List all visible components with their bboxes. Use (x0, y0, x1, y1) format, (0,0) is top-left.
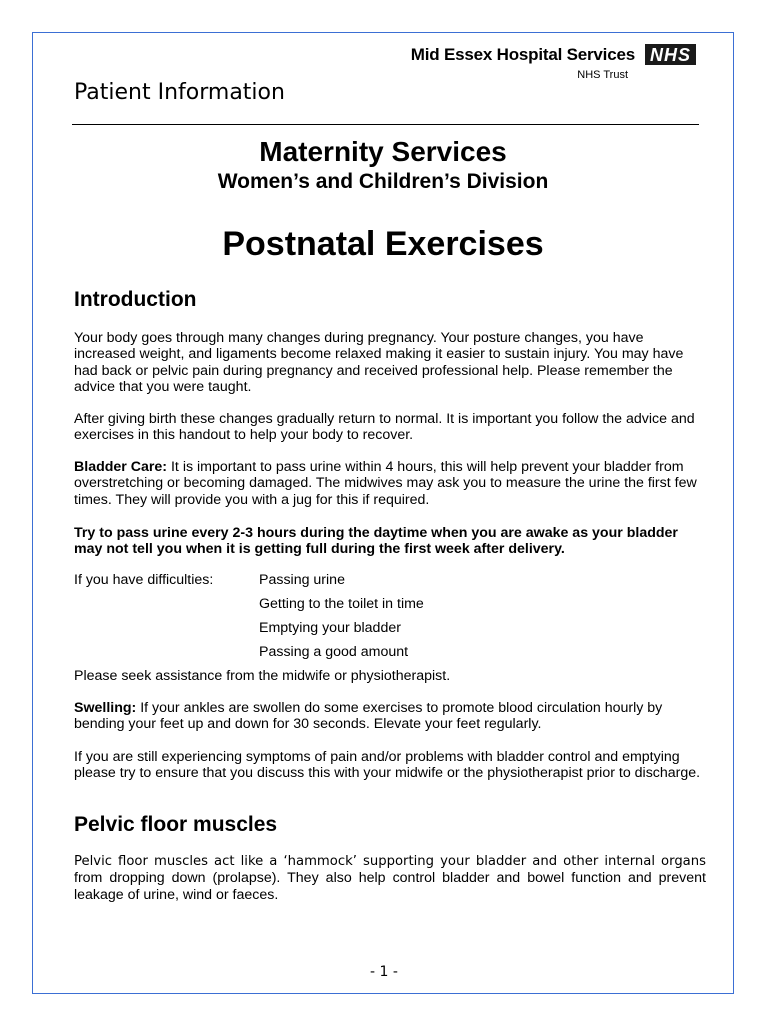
pelvic-floor-line-1: Pelvic floor muscles act like a ‘hammock’ supporting your bladder and other internal organs (74, 854, 706, 869)
subtitle: Women’s and Children’s Division (217, 170, 549, 193)
difficulty-item: Passing a good amount (259, 644, 409, 660)
difficulty-item: Getting to the toilet in time (259, 596, 424, 612)
bold-note: Try to pass urine every 2-3 hours during the daytime when you are awake as your bladder may not tell you when it is getting full during the first week after delivery. (74, 525, 678, 558)
introduction-heading: Introduction (74, 288, 197, 311)
document-title: Postnatal Exercises (222, 225, 544, 263)
swelling-paragraph (74, 700, 706, 733)
pelvic-floor-paragraph (74, 853, 706, 903)
main-title: Maternity Services (259, 136, 507, 167)
pelvic-floor-heading: Pelvic floor muscles (74, 813, 278, 836)
header-divider (72, 124, 699, 125)
pelvic-floor-rest: from dropping down (prolapse). They also help control bladder and bowel function and prevent leakage of urine, wind or faeces. (74, 870, 706, 903)
difficulties-label: If you have difficulties: (74, 572, 214, 588)
bladder-care-paragraph (74, 459, 706, 508)
trust-name: NHS Trust (577, 69, 628, 81)
org-header (411, 44, 696, 65)
document-label: Patient Information (74, 80, 285, 105)
symptoms-paragraph: If you are still experiencing symptoms of pain and/or problems with bladder control and emptying please try to ensure that you discuss this with your midwife or the physiotherapist prior to discharge. (74, 749, 701, 782)
swelling-text: If your ankles are swollen do some exercises to promote blood circulation hourly by bending your feet up and down for 30 seconds. Elevate your feet regularly. (74, 700, 663, 733)
org-name: Mid Essex Hospital Services (410, 44, 635, 64)
assistance-text: Please seek assistance from the midwife or physiotherapist. (74, 668, 451, 684)
intro-paragraph-2: After giving birth these changes gradually return to normal. It is important you follow the advice and exercises in this handout to help your body to recover. (74, 411, 695, 444)
swelling-label: Swelling: (74, 700, 137, 716)
difficulty-item: Emptying your bladder (259, 620, 401, 636)
bladder-care-label: Bladder Care: (74, 459, 168, 475)
page-number: - 1 - (370, 964, 398, 980)
intro-paragraph-1: Your body goes through many changes during pregnancy. Your posture changes, you have increased weight, and ligaments become relaxed making it easier to sustain injury. You may have had back or pelvic pain during pregnancy and received professional help. Please remember the advice that you were taught. (74, 330, 684, 396)
difficulty-item: Passing urine (259, 572, 345, 588)
bladder-care-text: It is important to pass urine within 4 hours, this will help prevent your bladder from overstretching or becoming damaged. The midwives may ask you to measure the urine the first few times. They will provide you with a jug for this if required. (74, 459, 697, 508)
nhs-logo: NHS (645, 44, 696, 65)
